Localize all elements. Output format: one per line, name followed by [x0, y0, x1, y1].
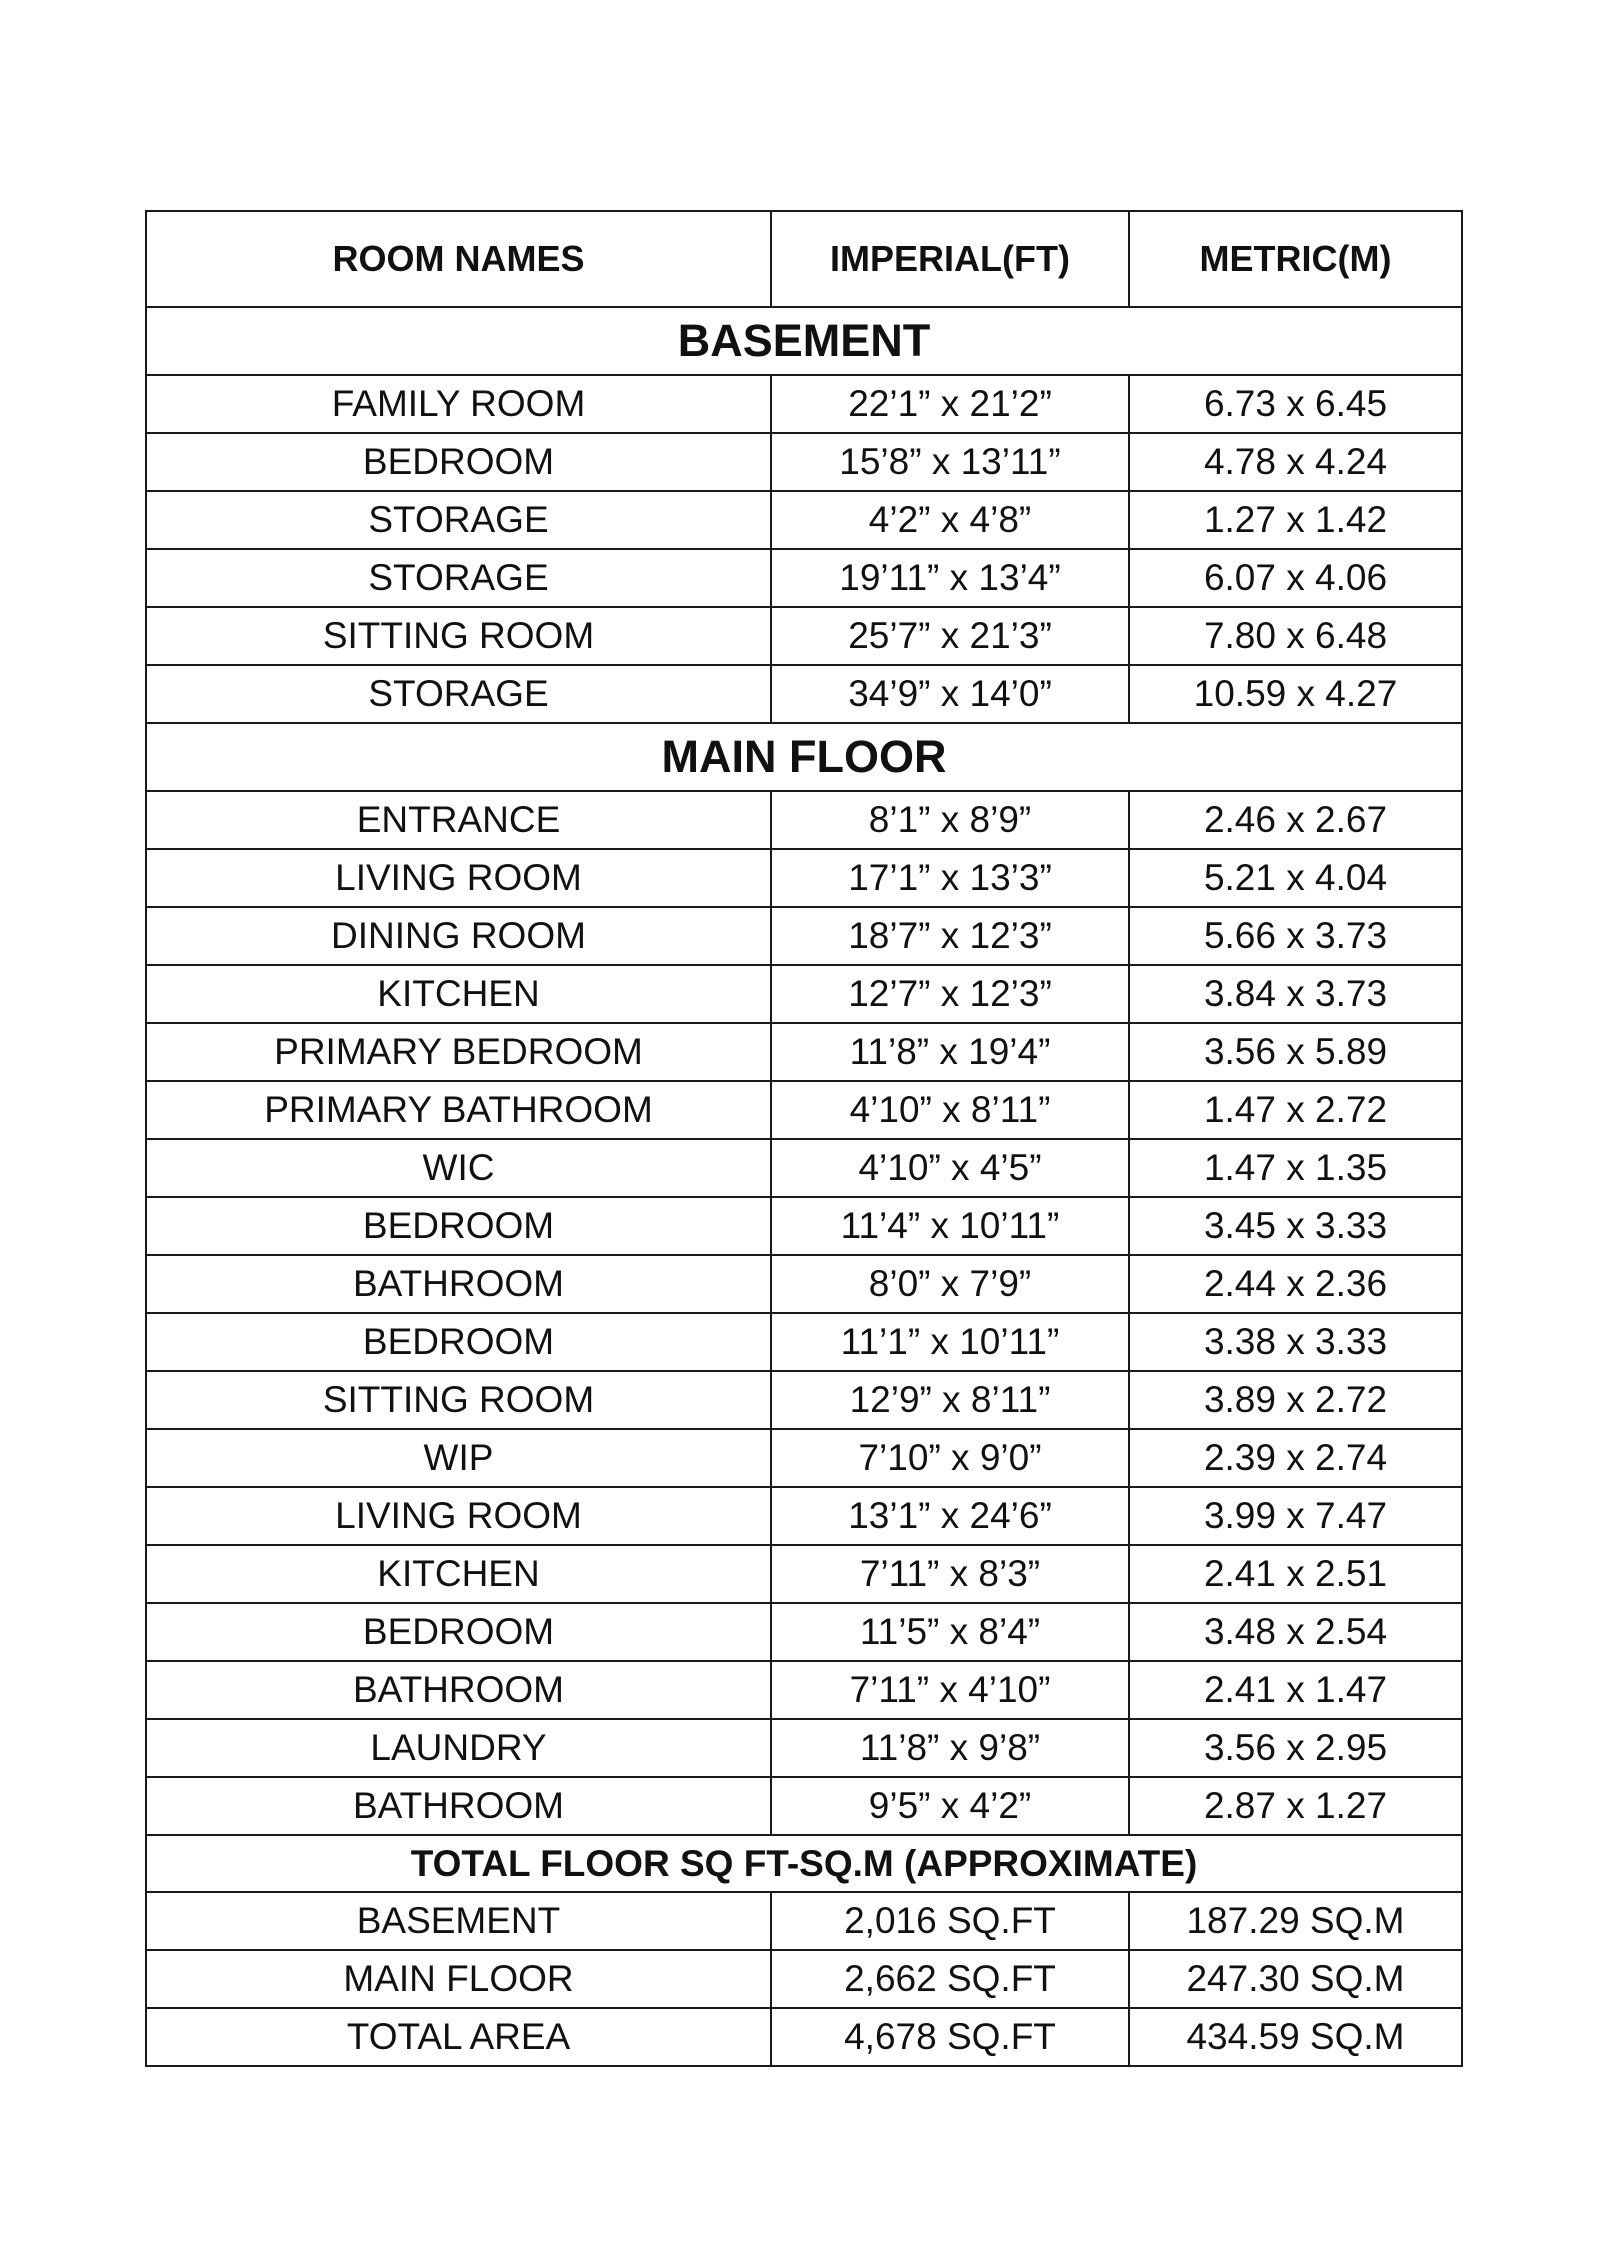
total-name-cell: TOTAL AREA	[146, 2008, 771, 2066]
imperial-cell: 4’10” x 8’11”	[771, 1081, 1129, 1139]
table-row	[146, 1139, 1462, 1197]
imperial-cell: 15’8” x 13’11”	[771, 433, 1129, 491]
room-name-cell: LIVING ROOM	[146, 849, 771, 907]
metric-cell: 3.99 x 7.47	[1129, 1487, 1462, 1545]
imperial-cell: 7’11” x 4’10”	[771, 1661, 1129, 1719]
table-row	[146, 1429, 1462, 1487]
metric-cell: 3.56 x 5.89	[1129, 1023, 1462, 1081]
table-row	[146, 491, 1462, 549]
total-name-cell: BASEMENT	[146, 1892, 771, 1950]
imperial-cell: 13’1” x 24’6”	[771, 1487, 1129, 1545]
metric-cell: 1.47 x 1.35	[1129, 1139, 1462, 1197]
room-name-cell: FAMILY ROOM	[146, 375, 771, 433]
room-name-cell: STORAGE	[146, 665, 771, 723]
header-row	[146, 211, 1462, 307]
room-name-cell: DINING ROOM	[146, 907, 771, 965]
total-imperial-cell: 4,678 SQ.FT	[771, 2008, 1129, 2066]
imperial-cell: 11’4” x 10’11”	[771, 1197, 1129, 1255]
section-header-row	[146, 723, 1462, 791]
room-name-cell: WIP	[146, 1429, 771, 1487]
table-row	[146, 549, 1462, 607]
section-header-row	[146, 307, 1462, 375]
metric-cell: 2.39 x 2.74	[1129, 1429, 1462, 1487]
room-name-cell: BEDROOM	[146, 1197, 771, 1255]
imperial-cell: 11’5” x 8’4”	[771, 1603, 1129, 1661]
totals-title: TOTAL FLOOR SQ FT-SQ.M (APPROXIMATE)	[146, 1835, 1462, 1892]
room-name-cell: BATHROOM	[146, 1255, 771, 1313]
total-metric-cell: 247.30 SQ.M	[1129, 1950, 1462, 2008]
table-row	[146, 1545, 1462, 1603]
table-row	[146, 1603, 1462, 1661]
room-name-cell: BEDROOM	[146, 433, 771, 491]
room-name-cell: SITTING ROOM	[146, 607, 771, 665]
header-imperial: IMPERIAL(FT)	[771, 211, 1129, 307]
table-row	[146, 1313, 1462, 1371]
total-imperial-cell: 2,662 SQ.FT	[771, 1950, 1129, 2008]
imperial-cell: 11’8” x 19’4”	[771, 1023, 1129, 1081]
imperial-cell: 4’10” x 4’5”	[771, 1139, 1129, 1197]
totals-header-row	[146, 1835, 1462, 1892]
room-name-cell: WIC	[146, 1139, 771, 1197]
metric-cell: 3.89 x 2.72	[1129, 1371, 1462, 1429]
metric-cell: 1.47 x 2.72	[1129, 1081, 1462, 1139]
metric-cell: 4.78 x 4.24	[1129, 433, 1462, 491]
imperial-cell: 11’1” x 10’11”	[771, 1313, 1129, 1371]
room-name-cell: LIVING ROOM	[146, 1487, 771, 1545]
total-imperial-cell: 2,016 SQ.FT	[771, 1892, 1129, 1950]
total-metric-cell: 434.59 SQ.M	[1129, 2008, 1462, 2066]
metric-cell: 2.46 x 2.67	[1129, 791, 1462, 849]
room-name-cell: ENTRANCE	[146, 791, 771, 849]
table-row	[146, 907, 1462, 965]
room-name-cell: KITCHEN	[146, 1545, 771, 1603]
room-name-cell: PRIMARY BEDROOM	[146, 1023, 771, 1081]
table-row	[146, 1487, 1462, 1545]
room-name-cell: BEDROOM	[146, 1603, 771, 1661]
room-name-cell: BATHROOM	[146, 1777, 771, 1835]
metric-cell: 3.56 x 2.95	[1129, 1719, 1462, 1777]
imperial-cell: 12’9” x 8’11”	[771, 1371, 1129, 1429]
metric-cell: 5.21 x 4.04	[1129, 849, 1462, 907]
table-row	[146, 665, 1462, 723]
table-row	[146, 1661, 1462, 1719]
imperial-cell: 8’0” x 7’9”	[771, 1255, 1129, 1313]
metric-cell: 7.80 x 6.48	[1129, 607, 1462, 665]
table-row	[146, 849, 1462, 907]
imperial-cell: 22’1” x 21’2”	[771, 375, 1129, 433]
imperial-cell: 25’7” x 21’3”	[771, 607, 1129, 665]
imperial-cell: 11’8” x 9’8”	[771, 1719, 1129, 1777]
section-title: MAIN FLOOR	[146, 723, 1462, 791]
imperial-cell: 17’1” x 13’3”	[771, 849, 1129, 907]
total-name-cell: MAIN FLOOR	[146, 1950, 771, 2008]
room-name-cell: KITCHEN	[146, 965, 771, 1023]
header-room-names: ROOM NAMES	[146, 211, 771, 307]
table-row	[146, 1255, 1462, 1313]
imperial-cell: 19’11” x 13’4”	[771, 549, 1129, 607]
table-row	[146, 1081, 1462, 1139]
room-name-cell: STORAGE	[146, 491, 771, 549]
imperial-cell: 18’7” x 12’3”	[771, 907, 1129, 965]
table-row	[146, 433, 1462, 491]
room-dimensions-table	[145, 210, 1463, 2067]
metric-cell: 6.07 x 4.06	[1129, 549, 1462, 607]
metric-cell: 6.73 x 6.45	[1129, 375, 1462, 433]
metric-cell: 5.66 x 3.73	[1129, 907, 1462, 965]
room-name-cell: BEDROOM	[146, 1313, 771, 1371]
table-row	[146, 375, 1462, 433]
room-name-cell: PRIMARY BATHROOM	[146, 1081, 771, 1139]
imperial-cell: 7’10” x 9’0”	[771, 1429, 1129, 1487]
table-row	[146, 1197, 1462, 1255]
metric-cell: 10.59 x 4.27	[1129, 665, 1462, 723]
imperial-cell: 7’11” x 8’3”	[771, 1545, 1129, 1603]
total-metric-cell: 187.29 SQ.M	[1129, 1892, 1462, 1950]
metric-cell: 2.41 x 2.51	[1129, 1545, 1462, 1603]
table-row	[146, 965, 1462, 1023]
metric-cell: 2.87 x 1.27	[1129, 1777, 1462, 1835]
room-name-cell: LAUNDRY	[146, 1719, 771, 1777]
room-name-cell: BATHROOM	[146, 1661, 771, 1719]
table-row	[146, 1371, 1462, 1429]
metric-cell: 1.27 x 1.42	[1129, 491, 1462, 549]
table-row	[146, 1777, 1462, 1835]
room-name-cell: STORAGE	[146, 549, 771, 607]
metric-cell: 3.45 x 3.33	[1129, 1197, 1462, 1255]
table-row	[146, 607, 1462, 665]
section-title: BASEMENT	[146, 307, 1462, 375]
header-metric: METRIC(M)	[1129, 211, 1462, 307]
imperial-cell: 9’5” x 4’2”	[771, 1777, 1129, 1835]
imperial-cell: 8’1” x 8’9”	[771, 791, 1129, 849]
table-row	[146, 791, 1462, 849]
metric-cell: 3.38 x 3.33	[1129, 1313, 1462, 1371]
total-row	[146, 1892, 1462, 1950]
metric-cell: 2.41 x 1.47	[1129, 1661, 1462, 1719]
imperial-cell: 4’2” x 4’8”	[771, 491, 1129, 549]
total-row	[146, 1950, 1462, 2008]
table-row	[146, 1023, 1462, 1081]
total-row	[146, 2008, 1462, 2066]
metric-cell: 3.84 x 3.73	[1129, 965, 1462, 1023]
imperial-cell: 34’9” x 14’0”	[771, 665, 1129, 723]
metric-cell: 2.44 x 2.36	[1129, 1255, 1462, 1313]
imperial-cell: 12’7” x 12’3”	[771, 965, 1129, 1023]
room-name-cell: SITTING ROOM	[146, 1371, 771, 1429]
table-row	[146, 1719, 1462, 1777]
metric-cell: 3.48 x 2.54	[1129, 1603, 1462, 1661]
